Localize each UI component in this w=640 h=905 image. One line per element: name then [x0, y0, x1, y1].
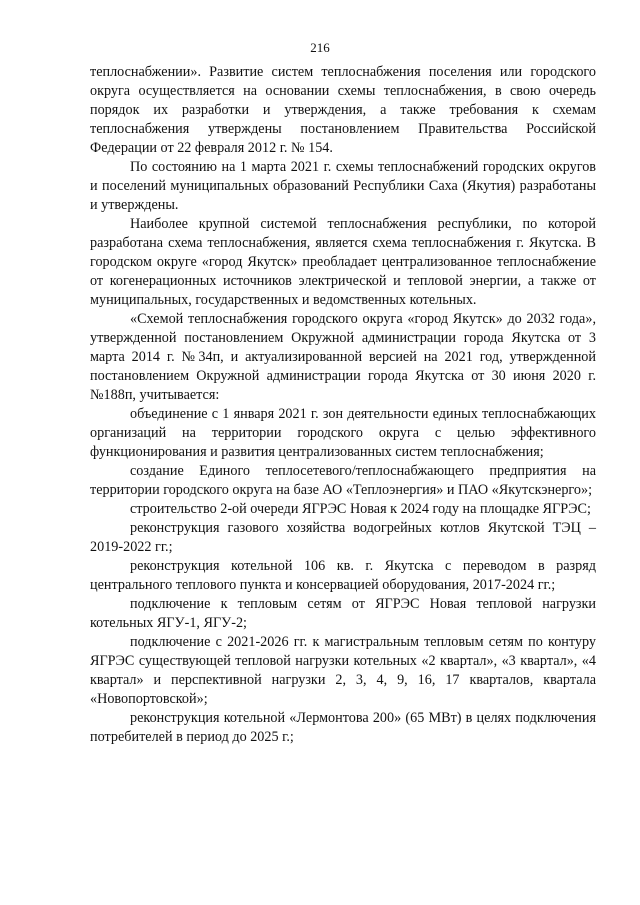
list-item: реконструкция котельной 106 кв. г. Якутска с переводом в разряд центрального теплового пункта и консервацией оборудования, 2017-2024 гг.;: [90, 558, 596, 593]
list-item: создание Единого теплосетевого/теплоснабжающего предприятия на территории городского округа на базе АО «Теплоэнергия» и ПАО «Якутскэнерго»;: [90, 463, 596, 498]
paragraph: «Схемой теплоснабжения городского округа «город Якутск» до 2032 года», утвержденной постановлением Окружной администрации города Якутска от 3 марта 2014 г. №34п, и актуализированной версией на 2021 год, утвержденной постановлением Окружной администрации города Якутска от 30 июня 2020 г. №188п, учитывается:: [90, 311, 596, 403]
list-item: подключение к тепловым сетям от ЯГРЭС Новая тепловой нагрузки котельных ЯГУ-1, ЯГУ-2;: [90, 596, 596, 631]
paragraph: теплоснабжении». Развитие систем теплоснабжения поселения или городского округа осуществляется на основании схемы теплоснабжения, в свою очередь порядок их разработки и утверждения, а также требования к схемам теплоснабжения утверждены постановлением Правительства Российской Федерации от 22 февраля 2012 г. № 154.: [90, 64, 596, 156]
list-item: объединение с 1 января 2021 г. зон деятельности единых теплоснабжающих организаций на территории городского округа с целью эффективного функционирования и развития централизованных систем теплоснабжения;: [90, 406, 596, 460]
page-number: 216: [310, 40, 330, 55]
list-item: строительство 2-ой очереди ЯГРЭС Новая к 2024 году на площадке ЯГРЭС;: [130, 501, 591, 517]
list-item: реконструкция котельной «Лермонтова 200» (65 МВт) в целях подключения потребителей в период до 2025 г.;: [90, 710, 596, 745]
paragraph: Наиболее крупной системой теплоснабжения республики, по которой разработана схема теплоснабжения, является схема теплоснабжения г. Якутска. В городском округе «город Якутск» преобладает централизованное теплоснабжение от когенерационных источников электрической и тепловой энергии, а также от муниципальных, государственных и ведомственных котельных.: [90, 216, 596, 308]
list-item: подключение с 2021-2026 гг. к магистральным тепловым сетям по контуру ЯГРЭС существующей тепловой нагрузки котельных «2 квартал», «3 квартал», «4 квартал» и перспективной нагрузки 2, 3, 4, 9, 16, 17 кварталов, квартала «Новопортовской»;: [90, 634, 596, 707]
document-body: [90, 63, 596, 747]
list-item: реконструкция газового хозяйства водогрейных котлов Якутской ТЭЦ – 2019-2022 гг.;: [90, 520, 596, 555]
paragraph: По состоянию на 1 марта 2021 г. схемы теплоснабжений городских округов и поселений муниципальных образований Республики Саха (Якутия) разработаны и утверждены.: [90, 159, 596, 213]
